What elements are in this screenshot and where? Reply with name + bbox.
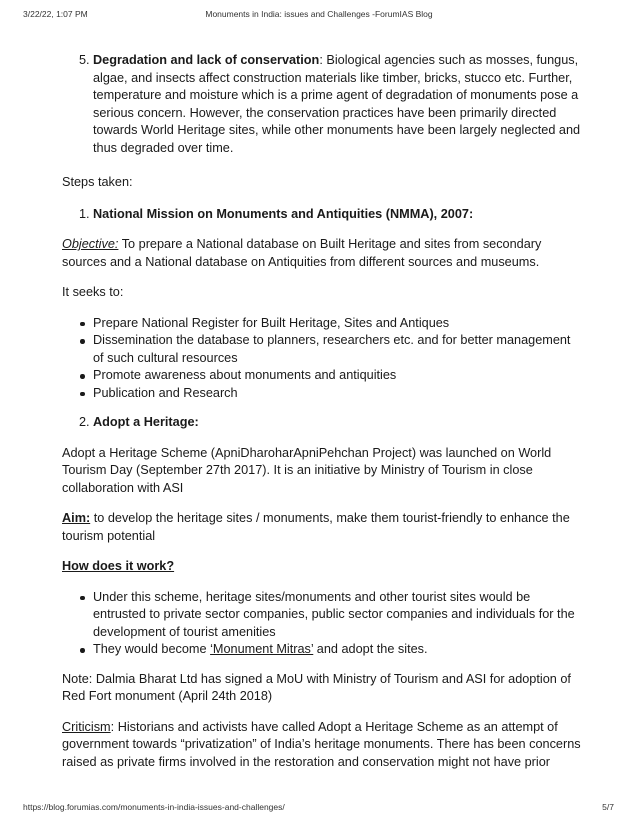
print-page-title: Monuments in India: issues and Challenges -ForumIAS Blog <box>205 9 433 19</box>
nmma-heading: National Mission on Monuments and Antiquities (NMMA), 2007: <box>93 206 474 221</box>
list-number: 1. <box>79 206 90 221</box>
list-item: Under this scheme, heritage sites/monuments and other tourist sites would be entrusted to private sector companies, public sector companies and individuals for the development of tourist amenities <box>62 589 582 642</box>
page-url: https://blog.forumias.com/monuments-in-india-issues-and-challenges/ <box>23 802 285 812</box>
adopt-item <box>62 414 582 432</box>
objective-label: Objective: <box>62 237 119 251</box>
bullet-icon <box>62 315 93 333</box>
list-item: Prepare National Register for Built Heritage, Sites and Antiques <box>62 315 582 333</box>
page-number: 5/7 <box>602 802 614 812</box>
criticism-label: Criticism <box>62 719 111 734</box>
bullet-icon <box>62 589 93 642</box>
bullet-icon <box>62 385 93 403</box>
list-item: Dissemination the database to planners, researchers etc. and for better management of such cultural resources <box>62 332 582 367</box>
monument-mitras-link[interactable]: ‘Monument Mitras’ <box>210 642 314 656</box>
objective-paragraph <box>62 236 582 271</box>
how-heading: How does it work? <box>62 559 175 573</box>
list-number: 2. <box>79 415 90 429</box>
note-paragraph: Note: Dalmia Bharat Ltd has signed a MoU with Ministry of Tourism and ASI for adoption of Red Fort monument (April 24th 2018) <box>62 671 571 703</box>
print-header <box>0 9 638 23</box>
aim-paragraph <box>62 510 582 545</box>
list-item: They would become ‘Monument Mitras’ and adopt the sites. <box>62 641 582 659</box>
objective-text: To prepare a National database on Built Heritage and sites from secondary sources and a National database on Antiquities from different sources and museums. <box>62 237 542 269</box>
criticism-text: : Historians and activists have called Adopt a Heritage Scheme as an attempt of government towards “privatization” of India’s heritage monuments. There has been concerns raised as private firms involved in the restoration and conservation might not have prior <box>62 719 581 769</box>
article-content <box>62 52 582 771</box>
list-item: Promote awareness about monuments and antiquities <box>62 367 582 385</box>
print-footer <box>0 802 638 816</box>
list-item: Publication and Research <box>62 385 582 403</box>
list-number: 5. <box>79 53 90 67</box>
adopt-heading: Adopt a Heritage: <box>93 415 199 429</box>
degradation-text: : Biological agencies such as mosses, fungus, algae, and insects affect construction materials like timber, bricks, stucco etc. Further, temperature and moisture which is a prime agent of degradation of monuments pose a serious concern. However, the conservation practices have been primarily directed towards World Heritage sites, while other monuments have been largely neglected and thus degraded over time. <box>93 53 581 155</box>
print-datetime: 3/22/22, 1:07 PM <box>23 9 88 19</box>
nmma-item <box>62 206 582 224</box>
scheme-paragraph: Adopt a Heritage Scheme (ApniDharoharApniPehchan Project) was launched on World Tourism Day (September 27th 2017). It is an initiative by Ministry of Tourism in close collaboration with ASI <box>62 445 552 495</box>
degradation-heading: Degradation and lack of conservation <box>93 53 320 67</box>
aim-label: Aim: <box>62 511 91 525</box>
seeks-label: It seeks to: <box>62 285 124 299</box>
aim-text: to develop the heritage sites / monuments, make them tourist-friendly to enhance the tourism potential <box>62 511 570 543</box>
criticism-paragraph <box>62 719 582 772</box>
bullet-icon <box>62 332 93 367</box>
degradation-item <box>62 52 582 157</box>
bullet-icon <box>62 367 93 385</box>
steps-taken-label: Steps taken: <box>62 175 133 189</box>
bullet-icon <box>62 641 93 659</box>
how-list <box>62 589 582 659</box>
nmma-goals-list <box>62 315 582 403</box>
